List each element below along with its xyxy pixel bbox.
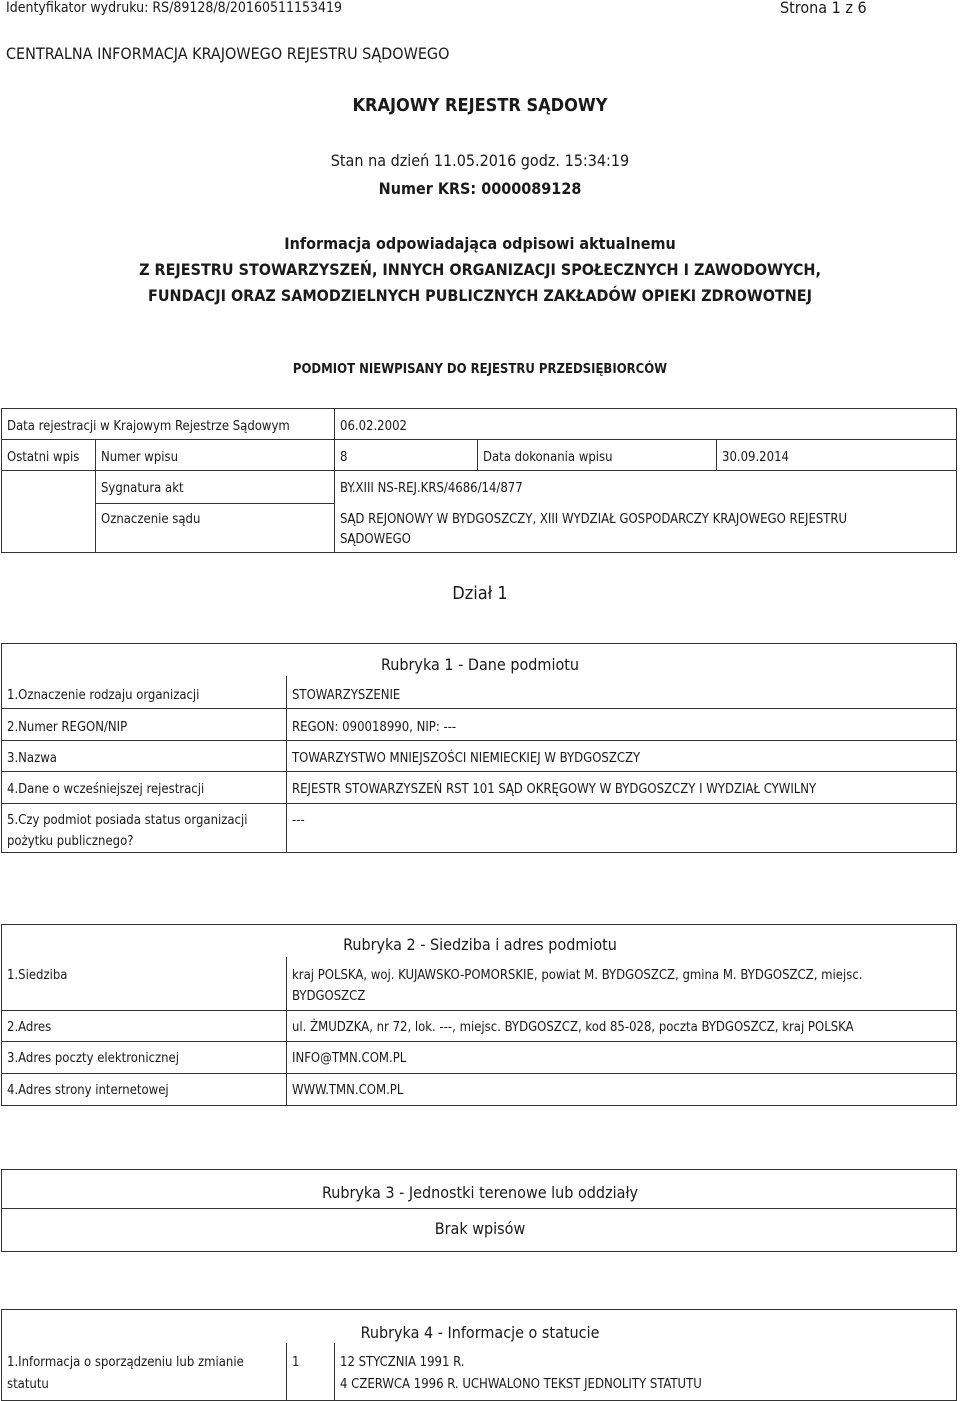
- r4-value-1-line-1: 12 STYCZNIA 1991 R.: [340, 1355, 465, 1370]
- r1-label-3: 3.Nazwa: [7, 751, 57, 766]
- r1-label-5-line-2: pożytku publicznego?: [7, 834, 134, 849]
- r2-value-1-line-2: BYDGOSZCZ: [292, 989, 366, 1004]
- info-line-1: Informacja odpowiadająca odpisowi aktualnemu: [284, 234, 676, 253]
- page-number: Strona 1 z 6: [780, 0, 867, 17]
- info-line-2: Z REJESTRU STOWARZYSZEŃ, INNYCH ORGANIZACJI SPOŁECZNYCH I ZAWODOWYCH,: [139, 260, 821, 279]
- r2-label-3: 3.Adres poczty elektronicznej: [7, 1051, 180, 1066]
- r2-value-3: INFO@TMN.COM.PL: [292, 1051, 407, 1066]
- r1-value-1: STOWARZYSZENIE: [292, 688, 401, 703]
- r2-label-2: 2.Adres: [7, 1020, 52, 1035]
- registration-date-value: 06.02.2002: [340, 419, 407, 434]
- rubryka-1-title: Rubryka 1 - Dane podmiotu: [380, 655, 580, 674]
- print-identifier: Identyfikator wydruku: RS/89128/8/20160511153419: [6, 0, 343, 16]
- r1-label-1: 1.Oznaczenie rodzaju organizacji: [7, 688, 200, 703]
- last-entry-label: Ostatni wpis: [7, 450, 80, 465]
- r4-label-1-line-1: 1.Informacja o sporządzeniu lub zmianie: [7, 1355, 244, 1370]
- rubryka-3-empty: Brak wpisów: [434, 1219, 526, 1238]
- r1-label-4: 4.Dane o wcześniejszej rejestracji: [7, 782, 205, 797]
- r1-value-4: REJESTR STOWARZYSZEŃ RST 101 SĄD OKRĘGOWY W BYDGOSZCZY I WYDZIAŁ CYWILNY: [292, 782, 817, 797]
- subject-status: PODMIOT NIEWPISANY DO REJESTRU PRZEDSIĘBIORCÓW: [292, 362, 668, 377]
- section-title: Dział 1: [452, 583, 508, 604]
- krs-number: Numer KRS: 0000089128: [378, 179, 582, 198]
- institution-name: CENTRALNA INFORMACJA KRAJOWEGO REJESTRU SĄDOWEGO: [6, 44, 450, 63]
- court-value-line-1: SĄD REJONOWY W BYDGOSZCZY, XIII WYDZIAŁ GOSPODARCZY KRAJOWEGO REJESTRU: [340, 512, 848, 527]
- rubryka-2-title: Rubryka 2 - Siedziba i adres podmiotu: [343, 935, 617, 954]
- court-value-line-2: SĄDOWEGO: [340, 532, 411, 547]
- info-line-3: FUNDACJI ORAZ SAMODZIELNYCH PUBLICZNYCH ZAKŁADÓW OPIEKI ZDROWOTNEJ: [148, 286, 812, 305]
- rubryka-3-block: [1, 1169, 957, 1252]
- entry-number-label: Numer wpisu: [101, 450, 179, 465]
- r2-value-1-line-1: kraj POLSKA, woj. KUJAWSKO-POMORSKIE, powiat M. BYDGOSZCZ, gmina M. BYDGOSZCZ, miejsc.: [292, 968, 863, 983]
- r2-value-2: ul. ŻMUDZKA, nr 72, lok. ---, miejsc. BYDGOSZCZ, kod 85-028, poczta BYDGOSZCZ, kraj POLSKA: [292, 1020, 854, 1035]
- court-label: Oznaczenie sądu: [101, 512, 201, 527]
- r2-value-4: WWW.TMN.COM.PL: [292, 1083, 404, 1098]
- state-date: Stan na dzień 11.05.2016 godz. 15:34:19: [330, 151, 630, 170]
- r4-value-1-line-2: 4 CZERWCA 1996 R. UCHWALONO TEKST JEDNOLITY STATUTU: [340, 1377, 702, 1392]
- r1-label-5-line-1: 5.Czy podmiot posiada status organizacji: [7, 813, 248, 828]
- r1-value-5: ---: [292, 813, 305, 828]
- signature-label: Sygnatura akt: [101, 481, 184, 496]
- r4-entry-number: 1: [292, 1355, 300, 1370]
- r1-value-3: TOWARZYSTWO MNIEJSZOŚCI NIEMIECKIEJ W BYDGOSZCZY: [292, 751, 641, 766]
- registration-date-label: Data rejestracji w Krajowym Rejestrze Sądowym: [7, 419, 290, 434]
- r4-label-1-line-2: statutu: [7, 1377, 49, 1392]
- signature-value: BY.XIII NS-REJ.KRS/4686/14/877: [340, 481, 523, 496]
- entry-date-value: 30.09.2014: [722, 450, 789, 465]
- r1-value-2: REGON: 090018990, NIP: ---: [292, 720, 457, 735]
- r2-label-4: 4.Adres strony internetowej: [7, 1083, 169, 1098]
- rubryka-3-title: Rubryka 3 - Jednostki terenowe lub oddziały: [321, 1183, 639, 1202]
- registry-title: KRAJOWY REJESTR SĄDOWY: [352, 95, 608, 116]
- rubryka-4-title: Rubryka 4 - Informacje o statucie: [360, 1323, 600, 1342]
- entry-number-value: 8: [340, 450, 348, 465]
- r2-label-1: 1.Siedziba: [7, 968, 68, 983]
- r1-label-2: 2.Numer REGON/NIP: [7, 720, 128, 735]
- entry-date-label: Data dokonania wpisu: [483, 450, 613, 465]
